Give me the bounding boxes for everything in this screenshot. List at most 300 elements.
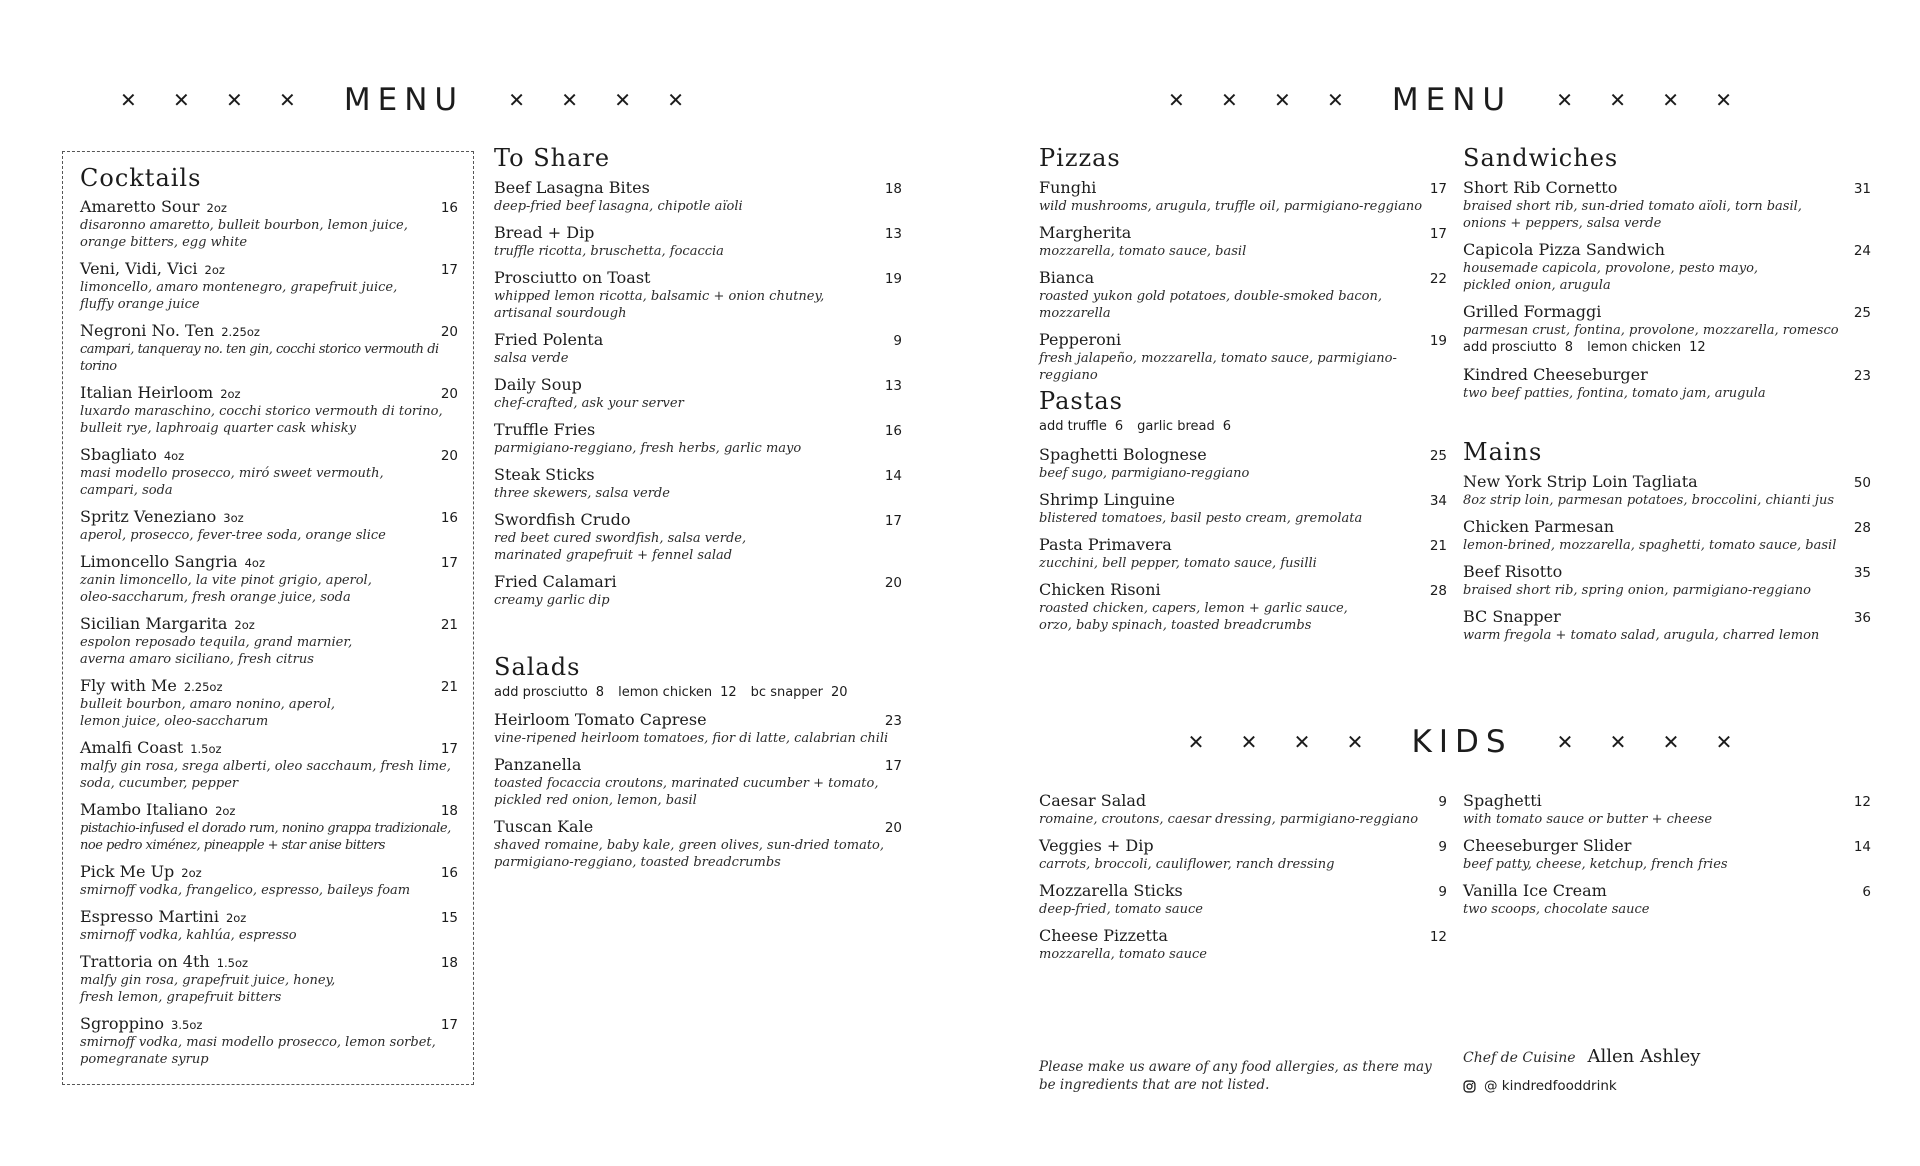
menu-item-row [80, 259, 458, 279]
item-description: soda, cucumber, pepper [80, 776, 239, 791]
item-size: 2.25oz [183, 680, 223, 694]
item-price: 17 [440, 555, 458, 571]
item-name: Pasta Primavera [1039, 535, 1172, 554]
item-price: 17 [440, 1017, 458, 1033]
addon-label: bc snapper [750, 685, 824, 700]
item-description: shaved romaine, baby kale, green olives, sun-dried tomato, [494, 838, 885, 853]
item-price: 20 [440, 386, 458, 402]
menu-item-title [80, 800, 235, 820]
item-description: fresh jalapeño, mozzarella, tomato sauce, parmigiano-reggiano [1039, 351, 1397, 383]
item-name: Fried Polenta [494, 330, 604, 349]
menu-item [80, 907, 458, 944]
menu-item-title [80, 507, 244, 527]
menu-item-row [1463, 517, 1871, 537]
instagram-icon [1463, 1080, 1476, 1093]
cross-icon: ✕ [1168, 88, 1185, 112]
cocktails-title: Cocktails [80, 164, 202, 192]
menu-item-title [80, 197, 227, 217]
menu-item-title [1463, 302, 1601, 322]
menu-item-row [494, 223, 902, 243]
menu-item [1463, 302, 1871, 357]
salads-section [494, 652, 902, 871]
item-price: 20 [884, 820, 902, 836]
item-name: Veggies + Dip [1039, 836, 1154, 855]
item-description: toasted focaccia croutons, marinated cucumber + tomato, [494, 776, 879, 791]
menu-item-title [1039, 535, 1172, 555]
item-description: pistachio-infused el dorado rum, nonino grappa tradizionale, [80, 821, 451, 836]
item-description: romaine, croutons, caesar dressing, parmigiano-reggiano [1039, 812, 1419, 827]
menu-item-row [80, 907, 458, 927]
item-description: noe pedro ximénez, pineapple + star anise bitters [80, 838, 385, 853]
item-description: zanin limoncello, la vite pinot grigio, aperol, [80, 573, 372, 588]
item-description: smirnoff vodka, kahlúa, espresso [80, 928, 297, 943]
item-name: Spaghetti [1463, 791, 1542, 810]
item-size: 2oz [220, 387, 241, 401]
menu-item [1463, 178, 1871, 232]
chef-name: Allen Ashley [1587, 1046, 1701, 1067]
decorative-crosses-left [1150, 88, 1362, 112]
menu-item [80, 676, 458, 730]
menu-item [1463, 365, 1871, 402]
cross-icon: ✕ [1662, 730, 1680, 754]
pastas-section [1039, 386, 1447, 634]
item-name: Swordfish Crudo [494, 510, 631, 529]
item-size: 1.5oz [190, 742, 222, 756]
item-price: 25 [1853, 305, 1871, 321]
cross-icon: ✕ [1715, 88, 1732, 112]
kids-heading: KIDS [1411, 724, 1513, 760]
menu-item [494, 817, 902, 871]
menu-item-title [1463, 836, 1631, 856]
item-description: beef sugo, parmigiano-reggiano [1039, 466, 1250, 481]
item-name: Pick Me Up [80, 862, 175, 881]
menu-item [80, 445, 458, 499]
item-description: blistered tomatoes, basil pesto cream, gremolata [1039, 511, 1363, 526]
menu-item [80, 552, 458, 606]
item-price: 24 [1853, 243, 1871, 259]
menu-item-title [1039, 881, 1183, 901]
item-price: 16 [440, 200, 458, 216]
cross-icon: ✕ [561, 88, 578, 112]
menu-item-row [80, 383, 458, 403]
item-name: Sbagliato [80, 445, 157, 464]
menu-item [494, 178, 902, 215]
menu-item-row [1039, 881, 1447, 901]
item-description: parmesan crust, fontina, provolone, mozzarella, romesco [1463, 323, 1839, 338]
item-description: campari, soda [80, 483, 173, 498]
menu-item-title [494, 465, 595, 485]
kids-left-list [1039, 791, 1447, 963]
item-name: Cheeseburger Slider [1463, 836, 1632, 855]
item-description: three skewers, salsa verde [494, 486, 670, 501]
item-name: Spaghetti Bolognese [1039, 445, 1207, 464]
item-size: 4oz [244, 556, 265, 570]
menu-item-row [494, 817, 902, 837]
menu-item-title [494, 375, 582, 395]
item-size: 2oz [215, 804, 236, 818]
menu-item-title [1463, 240, 1665, 260]
chef-credit [1463, 1046, 1700, 1067]
item-description: lemon-brined, mozzarella, spaghetti, tomato sauce, basil [1463, 538, 1837, 553]
item-size: 4oz [163, 449, 185, 463]
menu-item [80, 952, 458, 1006]
item-description: orzo, baby spinach, toasted breadcrumbs [1039, 618, 1312, 633]
sandwiches-section [1463, 143, 1871, 402]
menu-item-row [1039, 535, 1447, 555]
item-size: 2.25oz [221, 325, 260, 339]
item-name: Tuscan Kale [494, 817, 594, 836]
item-description: bulleit bourbon, amaro nonino, aperol, [80, 697, 336, 712]
menu-item-row [80, 321, 458, 341]
addon-price: 12 [1689, 340, 1706, 355]
menu-item-title [80, 445, 184, 465]
decorative-crosses-left [1169, 730, 1381, 754]
addon-label: lemon chicken [618, 685, 713, 700]
item-description: housemade capicola, provolone, pesto mayo, [1463, 261, 1759, 276]
salads-title: Salads [494, 653, 581, 681]
item-name: BC Snapper [1463, 607, 1561, 626]
menu-item-row [80, 197, 458, 217]
item-price: 31 [1853, 181, 1871, 197]
item-price: 22 [1429, 271, 1447, 287]
menu-item [80, 738, 458, 792]
item-name: Bianca [1039, 268, 1095, 287]
menu-item [1039, 445, 1447, 482]
menu-item-title [80, 676, 223, 696]
menu-item-row [1463, 302, 1871, 322]
menu-item [1039, 330, 1447, 384]
addon-label: add prosciutto [1463, 340, 1557, 355]
item-name: Heirloom Tomato Caprese [494, 710, 707, 729]
menu-item-row [80, 552, 458, 572]
item-price: 19 [1429, 333, 1447, 349]
item-price: 17 [884, 758, 902, 774]
item-description: malfy gin rosa, grapefruit juice, honey, [80, 973, 336, 988]
menu-item [494, 572, 902, 609]
item-name: Mozzarella Sticks [1039, 881, 1183, 900]
menu-item [80, 197, 458, 251]
item-price: 20 [440, 324, 458, 340]
cross-icon: ✕ [1240, 730, 1258, 754]
sandwiches-list [1463, 178, 1871, 402]
menu-item-title [494, 572, 617, 592]
item-name: Spritz Veneziano [80, 507, 217, 526]
pizzas-title: Pizzas [1039, 144, 1121, 172]
menu-item-row [1463, 562, 1871, 582]
item-description: orange bitters, egg white [80, 235, 248, 250]
item-description: artisanal sourdough [494, 306, 627, 321]
menu-item-title [1463, 178, 1617, 198]
item-name: New York Strip Loin Tagliata [1463, 472, 1698, 491]
item-description: warm fregola + tomato salad, arugula, charred lemon [1463, 628, 1820, 643]
addon-price: 12 [720, 685, 737, 700]
item-price: 23 [1853, 368, 1871, 384]
item-price: 14 [884, 468, 902, 484]
item-size: 2oz [204, 263, 225, 277]
menu-item [1463, 472, 1871, 509]
item-description: fluffy orange juice [80, 297, 200, 312]
menu-item-title [494, 223, 594, 243]
item-description: pickled red onion, lemon, basil [494, 793, 697, 808]
pastas-list [1039, 445, 1447, 634]
menu-item-title [80, 614, 255, 634]
menu-item-row [1039, 791, 1447, 811]
menu-item-row [494, 755, 902, 775]
item-description: aperol, prosecco, fever-tree soda, orange slice [80, 528, 386, 543]
menu-item-row [1039, 330, 1447, 350]
item-description: braised short rib, sun-dried tomato aïoli, torn basil, [1463, 199, 1802, 214]
addon-price: 6 [1114, 419, 1124, 434]
menu-item-row [1463, 836, 1871, 856]
menu-item [80, 507, 458, 544]
left-menu-header [62, 80, 742, 120]
item-size: 2oz [225, 911, 247, 925]
menu-item-title [1039, 445, 1207, 465]
item-name: Caesar Salad [1039, 791, 1147, 810]
menu-item-title [1463, 562, 1562, 582]
item-price: 21 [440, 617, 458, 633]
item-name: Chicken Risoni [1039, 580, 1161, 599]
menu-item-row [1039, 490, 1447, 510]
addon-label: add truffle [1039, 419, 1107, 434]
item-size: 2oz [206, 201, 227, 215]
item-price: 12 [1429, 929, 1447, 945]
menu-item-title [1039, 791, 1146, 811]
cross-icon: ✕ [614, 88, 631, 112]
item-description: mozzarella, tomato sauce [1039, 947, 1207, 962]
item-price: 20 [884, 575, 902, 591]
addon-price: 20 [831, 685, 848, 700]
menu-item [1463, 791, 1871, 828]
addon-label: lemon chicken [1587, 340, 1682, 355]
menu-item-title [1039, 178, 1096, 198]
item-description: fresh lemon, grapefruit bitters [80, 990, 282, 1005]
menu-item-row [80, 738, 458, 758]
pastas-addons [1039, 418, 1447, 436]
menu-item-title [80, 383, 241, 403]
menu-item [1039, 881, 1447, 918]
menu-item [1039, 926, 1447, 963]
item-description: salsa verde [494, 351, 569, 366]
item-name: Negroni No. Ten [80, 321, 215, 340]
to-share-title: To Share [494, 144, 611, 172]
item-name: Vanilla Ice Cream [1463, 881, 1607, 900]
menu-item [1039, 490, 1447, 527]
item-description: chef-crafted, ask your server [494, 396, 684, 411]
cross-icon: ✕ [1556, 730, 1574, 754]
item-name: Chicken Parmesan [1463, 517, 1615, 536]
cross-icon: ✕ [1221, 88, 1238, 112]
addon-item [1137, 419, 1231, 434]
item-price: 6 [1862, 884, 1871, 900]
item-price: 18 [440, 955, 458, 971]
menu-item [1463, 517, 1871, 554]
menu-item [494, 420, 902, 457]
pizzas-list [1039, 178, 1447, 384]
menu-item-row [1463, 791, 1871, 811]
cross-icon: ✕ [1274, 88, 1291, 112]
pastas-title: Pastas [1039, 387, 1123, 415]
item-name: Italian Heirloom [80, 383, 214, 402]
menu-item-title [1463, 365, 1648, 385]
cross-icon: ✕ [1609, 88, 1626, 112]
menu-item [1463, 881, 1871, 918]
item-size: 2oz [234, 618, 255, 632]
menu-item-title [1039, 926, 1168, 946]
menu-item [1039, 836, 1447, 873]
item-name: Steak Sticks [494, 465, 595, 484]
cocktails-list [80, 197, 458, 1068]
cross-icon: ✕ [1327, 88, 1344, 112]
menu-item [80, 862, 458, 899]
menu-item-row [80, 952, 458, 972]
item-description: parmigiano-reggiano, toasted breadcrumbs [494, 855, 781, 870]
cross-icon: ✕ [173, 88, 190, 112]
item-description: oleo-saccharum, fresh orange juice, soda [80, 590, 351, 605]
menu-item-row [1039, 268, 1447, 288]
item-description: wild mushrooms, arugula, truffle oil, parmigiano-reggiano [1039, 199, 1423, 214]
menu-item-row [1463, 607, 1871, 627]
item-price: 17 [1429, 181, 1447, 197]
menu-item-title [1463, 791, 1542, 811]
menu-item-title [494, 178, 650, 198]
menu-item [1039, 535, 1447, 572]
menu-item-title [80, 321, 260, 341]
item-name: Capicola Pizza Sandwich [1463, 240, 1665, 259]
menu-item-title [1039, 490, 1175, 510]
sandwiches-title: Sandwiches [1463, 144, 1619, 172]
menu-item [1039, 580, 1447, 634]
menu-item-row [1039, 580, 1447, 600]
item-price: 15 [440, 910, 458, 926]
menu-item [494, 268, 902, 322]
item-price: 35 [1853, 565, 1871, 581]
item-description: campari, tanqueray no. ten gin, cocchi storico vermouth di torino [80, 342, 439, 374]
menu-item [494, 755, 902, 809]
item-description: 8oz strip loin, parmesan potatoes, broccolini, chianti jus [1463, 493, 1835, 508]
menu-item-row [494, 330, 902, 350]
menu-item-title [80, 1014, 202, 1034]
addon-item [751, 685, 848, 700]
item-name: Fly with Me [80, 676, 177, 695]
item-price: 9 [1438, 884, 1447, 900]
item-description: two scoops, chocolate sauce [1463, 902, 1650, 917]
menu-item-title [1463, 881, 1607, 901]
addon-item [1039, 419, 1123, 434]
item-price: 19 [884, 271, 902, 287]
menu-item-row [494, 420, 902, 440]
menu-item-title [1039, 330, 1121, 350]
item-description: disaronno amaretto, bulleit bourbon, lemon juice, [80, 218, 408, 233]
item-name: Shrimp Linguine [1039, 490, 1176, 509]
menu-item-row [494, 375, 902, 395]
menu-item [80, 321, 458, 375]
menu-item-title [494, 268, 650, 288]
item-price: 21 [440, 679, 458, 695]
menu-heading: MENU [343, 82, 465, 118]
cross-icon: ✕ [120, 88, 137, 112]
item-description: vine-ripened heirloom tomatoes, fior di latte, calabrian chili [494, 731, 889, 746]
item-price: 14 [1853, 839, 1871, 855]
item-description: braised short rib, spring onion, parmigiano-reggiano [1463, 583, 1811, 598]
item-size: 2oz [181, 866, 202, 880]
menu-item-row [494, 572, 902, 592]
item-size: 3oz [223, 511, 244, 525]
menu-item-title [80, 862, 202, 882]
item-description: two beef patties, fontina, tomato jam, arugula [1463, 386, 1766, 401]
item-price: 28 [1429, 583, 1447, 599]
menu-item-row [80, 1014, 458, 1034]
item-name: Trattoria on 4th [80, 952, 210, 971]
item-price: 23 [884, 713, 902, 729]
kids-left-section [1039, 791, 1447, 963]
item-name: Grilled Formaggi [1463, 302, 1602, 321]
to-share-section [494, 143, 902, 609]
allergy-note: Please make us aware of any food allergies, as there may be ingredients that are not listed. [1039, 1059, 1432, 1093]
cross-icon: ✕ [1556, 88, 1573, 112]
mains-title: Mains [1463, 438, 1543, 466]
decorative-crosses-left [102, 88, 314, 112]
menu-item [1039, 223, 1447, 260]
menu-item-row [80, 445, 458, 465]
cross-icon: ✕ [1609, 730, 1627, 754]
item-name: Prosciutto on Toast [494, 268, 651, 287]
mains-section [1463, 437, 1871, 644]
item-price: 16 [884, 423, 902, 439]
item-name: Panzanella [494, 755, 582, 774]
cross-icon: ✕ [1662, 88, 1679, 112]
item-name: Limoncello Sangria [80, 552, 238, 571]
menu-item-title [80, 738, 222, 758]
menu-item-row [494, 178, 902, 198]
item-price: 34 [1429, 493, 1447, 509]
kids-right-list [1463, 791, 1871, 918]
menu-item [1039, 268, 1447, 322]
item-name: Beef Lasagna Bites [494, 178, 650, 197]
menu-item-title [494, 817, 593, 837]
item-price: 17 [440, 262, 458, 278]
menu-item [80, 383, 458, 437]
social-handle [1463, 1078, 1617, 1094]
item-description: espolon reposado tequila, grand marnier, [80, 635, 353, 650]
item-price: 16 [440, 865, 458, 881]
decorative-crosses-right [490, 88, 702, 112]
item-description: mozzarella, tomato sauce, basil [1039, 244, 1247, 259]
item-price: 28 [1853, 520, 1871, 536]
item-description: carrots, broccoli, cauliflower, ranch dressing [1039, 857, 1335, 872]
menu-item-row [1463, 472, 1871, 492]
item-description: deep-fried, tomato sauce [1039, 902, 1203, 917]
addon-label: garlic bread [1137, 419, 1215, 434]
item-description: with tomato sauce or butter + cheese [1463, 812, 1713, 827]
item-price: 13 [884, 226, 902, 242]
menu-item [1463, 240, 1871, 294]
pizzas-section [1039, 143, 1447, 384]
item-name: Bread + Dip [494, 223, 595, 242]
item-name: Margherita [1039, 223, 1132, 242]
menu-item-title [1463, 472, 1698, 492]
addon-price: 8 [1564, 340, 1574, 355]
item-name: Amalfi Coast [80, 738, 184, 757]
right-menu-header [1110, 80, 1790, 120]
cross-icon: ✕ [1346, 730, 1364, 754]
item-name: Funghi [1039, 178, 1097, 197]
menu-item-title [1039, 223, 1131, 243]
kids-right-section [1463, 791, 1871, 918]
cross-icon: ✕ [1187, 730, 1205, 754]
cross-icon: ✕ [667, 88, 684, 112]
item-description: limoncello, amaro montenegro, grapefruit juice, [80, 280, 398, 295]
